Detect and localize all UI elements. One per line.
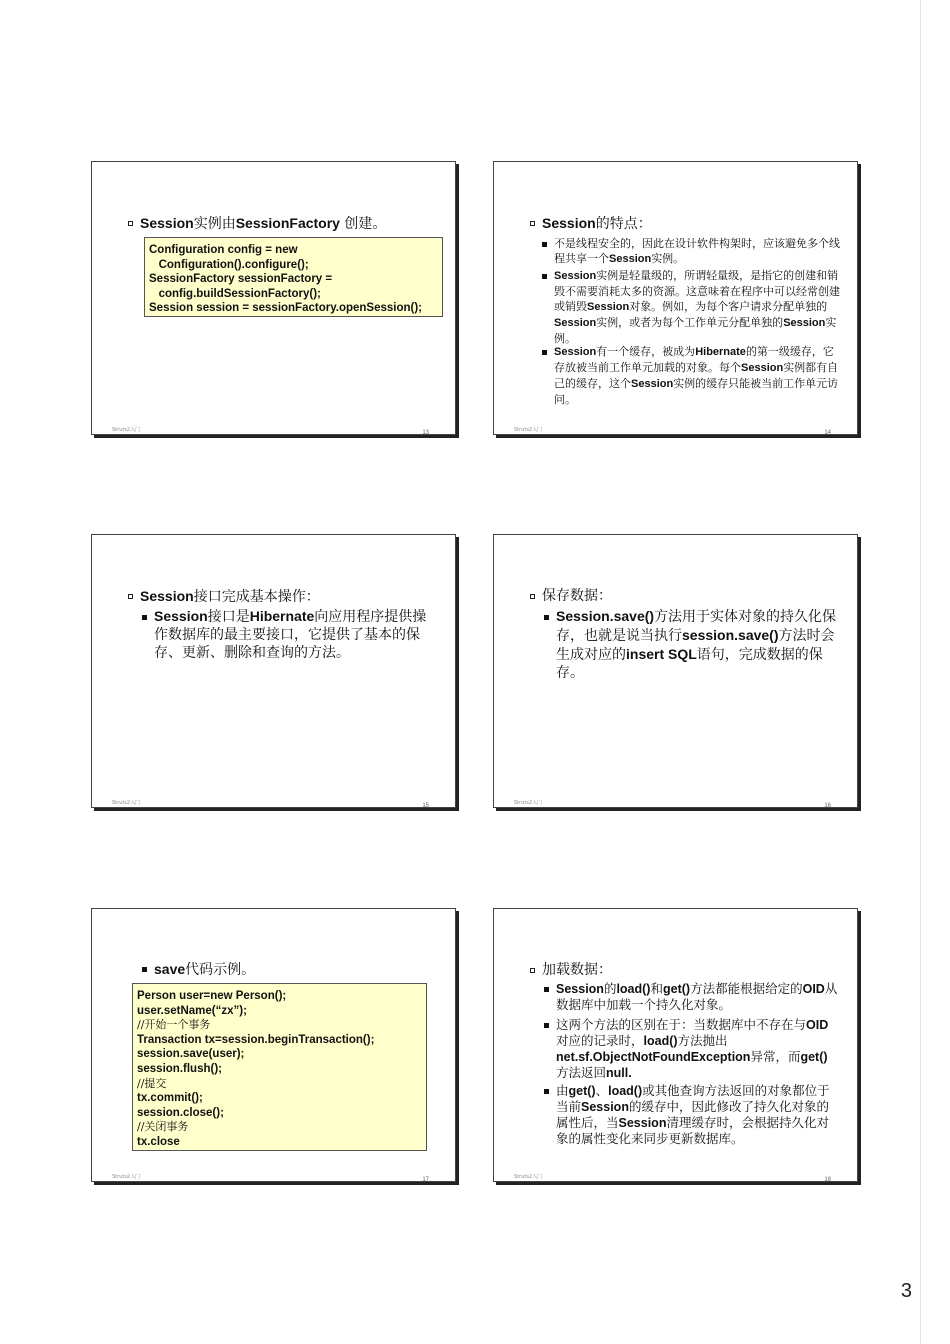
- bold-term: Session: [154, 608, 208, 624]
- slide-number: 16: [824, 803, 831, 809]
- text-segment: 语句，完成数据的保存。: [556, 647, 823, 681]
- text-segment: 代码示例。: [185, 962, 256, 978]
- slide-15-title: [128, 586, 448, 607]
- slide-14: [493, 161, 858, 435]
- slide-17-title: [142, 959, 442, 980]
- slide-17-code-box: [132, 983, 427, 1151]
- code-line: tx.commit();: [137, 1092, 203, 1105]
- text-segment: 对象。例如，为每个客户请求分配单独的: [629, 300, 828, 313]
- code-line: SessionFactory sessionFactory =: [149, 273, 333, 286]
- code-line: Person user=new Person();: [137, 990, 287, 1002]
- slide-footer-label: Struts2入门: [112, 800, 141, 806]
- text-segment: 方法返回: [556, 1065, 607, 1080]
- text-segment: 异常，而: [750, 1049, 801, 1064]
- slide-16-title-text: [542, 586, 612, 606]
- slide-number: 17: [422, 1177, 429, 1183]
- text-segment: 接口是: [207, 609, 250, 625]
- slide-18-item-3: [544, 1083, 840, 1147]
- bold-term: net.sf.ObjectNotFoundException: [556, 1050, 751, 1064]
- hollow-square-bullet-icon: [530, 594, 535, 599]
- text-segment: 或其他查询方法返回的对象都位于当前: [556, 1083, 830, 1114]
- slide-14-item-text: [554, 344, 842, 407]
- solid-square-bullet-icon: [544, 1023, 549, 1028]
- text-segment: 实例的缓存只能被当前工作单元访问。: [554, 377, 839, 406]
- slide-14-item-2: [542, 268, 842, 346]
- slide-13-title: [128, 213, 448, 234]
- solid-square-bullet-icon: [142, 615, 147, 620]
- text-segment: 方法抛出: [677, 1033, 728, 1048]
- slide-18-title: [530, 960, 850, 980]
- solid-square-bullet-icon: [142, 967, 147, 972]
- code-comment: //提交: [137, 1076, 167, 1090]
- slide-13-title-text: [140, 213, 386, 234]
- slide-15-item-1: [142, 607, 440, 662]
- solid-square-bullet-icon: [542, 242, 547, 247]
- slide-18-item-1: [544, 981, 840, 1013]
- page-edge-line: [920, 0, 921, 1344]
- text-segment: 从数据库中加载一个持久化对象。: [556, 981, 838, 1012]
- slide-number: 18: [824, 1177, 831, 1183]
- slide-footer-label: Struts2入门: [514, 800, 543, 806]
- code-comment: //关闭事务: [137, 1120, 189, 1134]
- slide-number: 13: [422, 430, 429, 436]
- text-segment: 清理缓存时，会根据持久化对象的属性变化来同步更新数据库。: [556, 1115, 829, 1146]
- hollow-square-bullet-icon: [530, 221, 535, 226]
- slide-footer-label: Struts2入门: [112, 427, 141, 433]
- code-line: session.close();: [137, 1106, 224, 1119]
- bold-term: load(): [608, 1084, 643, 1098]
- slide-footer-label: Struts2入门: [514, 1174, 543, 1180]
- text-segment: 实例是轻量级的，所谓轻量级，是指它的创建和销毁不需要消耗太多的资源。这意味着在程序中可以经常创建或销毁: [554, 269, 840, 313]
- bold-term: load(): [616, 982, 651, 996]
- slide-footer-label: Struts2入门: [514, 427, 543, 433]
- bold-term: save: [154, 961, 186, 977]
- text-segment: 的: [603, 981, 617, 996]
- code-line: Configuration config = new: [149, 244, 298, 256]
- bold-term: Session: [783, 317, 826, 329]
- code-line: Session session = sessionFactory.openSession();: [149, 302, 423, 315]
- bold-term: Hibernate: [695, 346, 746, 358]
- solid-square-bullet-icon: [542, 274, 547, 279]
- text-segment: 对应的记录时，: [556, 1033, 644, 1048]
- slide-16-title: [530, 586, 850, 606]
- slide-14-title: [530, 213, 850, 234]
- solid-square-bullet-icon: [544, 1089, 549, 1094]
- slide-14-item-1: [542, 236, 842, 267]
- code-line: Transaction tx=session.beginTransaction();: [137, 1033, 375, 1046]
- hollow-square-bullet-icon: [128, 221, 133, 226]
- slide-13-code-box: [144, 237, 443, 317]
- bold-term: OID: [802, 982, 825, 996]
- slide-number: 14: [824, 430, 831, 436]
- text-segment: 的缓存中，因此修改了持久化对象的属性后，当: [556, 1099, 829, 1130]
- bold-term: Session: [631, 378, 674, 390]
- slide-17-title-text: [154, 959, 255, 980]
- slide-18: [493, 908, 858, 1182]
- text-segment: 这两个方法的区别在于：当数据库中不存在与: [556, 1017, 807, 1032]
- page-number: 3: [900, 1280, 912, 1302]
- slide-14-item-3: [542, 344, 842, 407]
- code-line: session.save(user);: [137, 1048, 245, 1061]
- bold-term: Session: [581, 1100, 629, 1114]
- bold-term: get(): [568, 1084, 596, 1098]
- slide-16: [493, 534, 858, 808]
- bold-term: load(): [643, 1034, 678, 1048]
- slide-18-item-text: [556, 981, 840, 1013]
- bold-term: get(): [800, 1050, 828, 1064]
- bold-term: Session: [618, 1116, 667, 1130]
- hollow-square-bullet-icon: [530, 968, 535, 973]
- text-segment: 方法时会生成对应的: [556, 628, 835, 663]
- text-segment: 有一个缓存，被成为: [596, 345, 696, 358]
- text-segment: 实例由: [193, 216, 236, 232]
- bold-term: Session: [554, 317, 597, 329]
- slide-18-title-text: [542, 960, 612, 980]
- code-comment: //开始一个事务: [137, 1018, 211, 1032]
- text-segment: 接口完成基本操作：: [193, 589, 320, 605]
- text-segment: 方法用于实体对象的持久化保存，也就是说当执行: [556, 609, 837, 644]
- slide-18-item-text: [556, 1083, 840, 1147]
- text-segment: 向应用程序提供操作数据库的最主要接口，它提供了基本的保存、更新、删除和查询的方法。: [154, 609, 427, 661]
- bold-term: Session: [609, 253, 652, 265]
- text-segment: 的第一级缓存，它存放被当前工作单元加载的对象。每个: [554, 345, 834, 374]
- text-segment: 加载数据：: [542, 962, 612, 978]
- slide-18-item-text: [556, 1017, 840, 1081]
- bold-term: OID: [806, 1018, 829, 1032]
- slide-footer-label: Struts2入门: [112, 1174, 141, 1180]
- text-segment: 、: [595, 1083, 609, 1098]
- text-segment: 方法都能根据给定的: [690, 981, 803, 996]
- bold-term: Session: [556, 982, 604, 996]
- solid-square-bullet-icon: [544, 987, 549, 992]
- bold-term: Session: [587, 301, 630, 313]
- bold-term: Session: [140, 215, 194, 231]
- bold-term: null.: [606, 1066, 632, 1080]
- text-segment: 创建。: [339, 216, 387, 232]
- text-segment: 实例。: [554, 316, 837, 345]
- text-segment: 不是线程安全的，因此在设计软件构架时，应该避免多个线程共享一个: [554, 237, 840, 265]
- code-line: config.buildSessionFactory();: [149, 287, 321, 300]
- text-segment: 保存数据：: [542, 588, 612, 604]
- code-line: user.setName(“zx”);: [137, 1004, 247, 1017]
- solid-square-bullet-icon: [542, 350, 547, 355]
- text-segment: 的特点：: [595, 216, 652, 232]
- slide-number: 15: [422, 803, 429, 809]
- slide-14-title-text: [542, 213, 652, 234]
- text-segment: 由: [556, 1083, 569, 1098]
- text-segment: 实例都有自己的缓存，这个: [554, 361, 839, 390]
- bold-term: Session.save(): [556, 608, 655, 624]
- slide-15: [91, 534, 456, 808]
- hollow-square-bullet-icon: [128, 594, 133, 599]
- slide-15-title-text: [140, 586, 320, 607]
- text-segment: 实例。: [651, 252, 685, 265]
- slide-18-item-2: [544, 1017, 840, 1081]
- text-segment: 实例，或者为每个工作单元分配单独的: [596, 316, 784, 329]
- bold-term: Session: [554, 346, 597, 358]
- slide-15-item-text: [154, 607, 440, 662]
- bold-term: get(): [663, 982, 691, 996]
- code-line: session.flush();: [137, 1062, 222, 1075]
- code-line: Configuration().configure();: [149, 258, 309, 271]
- bold-term: Session: [542, 215, 596, 231]
- slide-17: [91, 908, 456, 1182]
- bold-term: SessionFactory: [235, 215, 340, 231]
- text-segment: 和: [650, 981, 663, 996]
- code-line: tx.close: [137, 1135, 180, 1148]
- slide-16-item-1: [544, 607, 842, 682]
- bold-term: Session: [140, 588, 194, 604]
- solid-square-bullet-icon: [544, 615, 549, 620]
- bold-term: Hibernate: [249, 608, 315, 624]
- slide-13: [91, 161, 456, 435]
- bold-term: session.save(): [682, 627, 779, 643]
- bold-term: Session: [554, 270, 597, 282]
- slide-14-item-text: [554, 268, 842, 346]
- slide-14-item-text: [554, 236, 842, 267]
- slide-16-item-text: [556, 607, 842, 682]
- bold-term: Session: [741, 362, 784, 374]
- bold-term: insert SQL: [626, 646, 697, 662]
